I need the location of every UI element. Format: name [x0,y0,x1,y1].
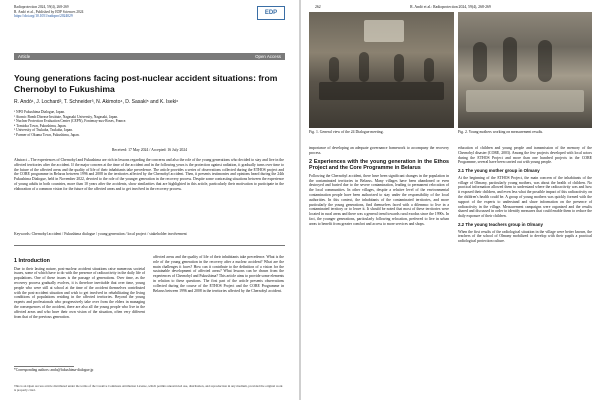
body-text: Due to their lasting nature, post-nuclear accident situations raise numerous societal issues, some of which have to do with the presence of radioactivity in the daily life of populations. One of these issues is the passage of generations. Over time, as the recovery process gradually evolves, it is therefore inevitable that over time, young people who were still at school at the time of the accident themselves contributed with the post-accident situation and wish to get involved in rehabilitating the living conditions of populations residing in the affected territories. Beyond the young experts and professionals who progressively take over from the elders in managing the consequences of the accident, there are also all the young people who live in the affected areas and who have their own vision of the situation, often very different from that of the previous generation. [14,266,145,319]
table-shape [466,90,584,112]
running-header: R. Andó et al.: Radioprotection 2024, 59(4), 268-269 [410,5,491,9]
person-shape [473,42,487,82]
body-text: Following the Chernobyl accident, there have been significant changes in the population in the contaminated territories in Belarus. Many villages have been abandoned or even destroyed and buried due to the severe contamination, leading to permanent relocation of the local communities. In other villages, despite a relative level of the environmental contamination people have been authorized to stay under the responsibility of the local authorities. In this context, the inhabitants of the contaminated territories, and more particularly the young generations, find themselves faced with a dilemma: to live in a contaminated territory or to leave it. It should be noted that most of these territories were located in rural areas and there was a general trend towards rural exodus since the 1990s. In fact, the younger generations, particularly following relocation, preferred to live in urban areas to benefit from greater comfort and access to more services and shops. [309,173,449,226]
affiliation-item: ³ Nuclear Protection Evaluation Center (CEPN), Fontenay-aux-Roses, France. [14,119,127,124]
affiliation-list [14,110,284,138]
affiliation-item: ⁴ Tomioka Town, Fukushima, Japan. [14,123,67,128]
affiliation-item: ⁶ Farmer of Okuma Town, Fukushima, Japan. [14,132,80,137]
right-column-1 [309,146,449,227]
license-note: This is an Open Access article distributed under the terms of the Creative Commons Attribution License, which permits unrestricted use, distribution, and reproduction in any medium, provided the original work is properly cited. [14,384,283,392]
corresponding-author-footnote: *Corresponding authors: ando@fukushima-dialogue.jp [14,368,94,372]
right-column-2 [458,146,592,244]
person-shape [329,57,339,82]
keywords: Keywords: Chernobyl accident / Fukushima dialogue / young generation / local project / stakeholder involvement [14,232,187,236]
table-shape [319,82,444,100]
publisher-logo: EDP [257,6,285,20]
footnote-divider [14,366,74,367]
open-access-label: Open Access [255,54,281,59]
left-column-2 [153,255,284,293]
band-label: Article [18,54,31,59]
person-shape [503,37,517,82]
subsection-heading-2-1: 2.1 The young mother group in Olmany [458,168,540,174]
person-shape [359,52,369,82]
section-heading-introduction: 1 Introduction [14,258,50,264]
person-shape [394,54,404,82]
authors-line: R. Andó et al., Published by EDP Sciences 2024 [14,9,84,14]
figure-2-caption: Fig. 2. Young mothers working on measurement results. [458,130,544,134]
article-title: Young generations facing post-nuclear accident situations: from Chernobyl to Fukushima [14,73,278,94]
body-text: affected areas and the quality of life of their inhabitants take precedence. What is the role of the young generation in the recovery after a nuclear accident? What are the main challenges it faces? How can it contribute to the definition of a vision for the sustainable development of affected areas? What lessons can be drawn from the experiences of Chernobyl and Fukushima? This article aims to provide some elements in relation to these questions. The first part of the article presents observations collected during the course of the ETHOS Project and the CORE Programme in Belarus between 1996 and 2008 in the territories affected by the Chernobyl accident. [153,255,284,293]
person-shape [424,58,434,82]
person-shape [538,40,552,82]
page-number: 262 [315,5,321,9]
body-text: When the first results of the radiological situation in the village were better known, the teachers of the school of Olmany mobilized to develop with their pupils a practical radiological protection culture. [458,229,592,244]
author-list: R. Andó¹, J. Lochard², T. Schneider³, N. Akimoto⁴, D. Sasaki⁵ and K. Iseki⁶ [14,99,179,105]
body-text: At the beginning of the ETHOS Project, the main concern of the inhabitants of the village of Olmany, particularly young mothers, was about the health of children. No practical information allowed them to understand where the radioactivity was and how it exposed their children, and even less what the possible impact of this radioactivity on the children's health could be. A group of young mothers was quickly formed with the support of the experts to understand and share information on the presence of radioactivity in the village. Measurement campaigns were organized and the results shared and discussed in order to identify measures that could enable them to reduce the daily exposure of their children. [458,175,592,219]
affiliation-item: ² Atomic Bomb Disease Institute, Nagasaki University, Nagasaki, Japan. [14,114,119,119]
journal-line: Radioprotection 2024, 59(4), 268-269 [14,5,69,9]
abstract: Abstract – The experiences of Chernobyl and Fukushima are rich in lessons regarding the concerns and also the role of the young generations who decided to stay and live in the affected territories after the accident. If the major concern at the time of the accident and in the following years is the protection against radiation, it gradually turns over time to the future of the affected areas and the quality of life of their inhabitants take precedence. The article provides a series of observations collected during the ETHOS project and the CORE programme in Belarus between 1996 and 2008 in the territories affected by the Chernobyl accident. Then, it presents testimonies and opinions heard during the 24th Fukushima Dialogue, held in November 2022, devoted to the role of the younger generation in the recovery process. Despite some contrasting situations between the experience of young adults in both countries, more than 10 years after the accidents, show similarities that are highlighted in this article, particularly their motivation to participate in the elaboration of a common vision for the future of the affected areas and to get involved in the recovery process. [14,158,284,191]
body-text: importance of developing an adequate governance framework to accompany the recovery process. [309,146,449,155]
left-column-1 [14,255,145,319]
body-text: education of children and young people and transmission of the memory of the Chernobyl disaster (CORE, 2003). Among the few projects developed with local actors during the ETHOS Project and more than one hundred projects in the CORE Programme, several have been carried out with young people. [458,146,592,165]
affiliation-item: ¹ NPO Fukushima Dialogue, Japan. [14,110,65,114]
screen-shape [364,20,404,42]
affiliation-item: ⁵ University of Tsukuba, Tsukuba, Japan. [14,128,73,133]
young-mothers-photo [458,12,592,128]
article-band [14,53,285,60]
section-heading-2: 2 Experiences with the young generation in the Ethos Project and the Core Programme in Belarus [309,158,449,172]
dialogue-meeting-photo [309,12,454,128]
subsection-heading-2-2: 2.2 The young teachers group in Olmany [458,221,543,227]
divider [14,245,285,246]
left-page [0,0,299,400]
received-accepted-dates: Received: 17 May 2024 / Accepted: 16 July 2024 [111,148,188,152]
figure-1-caption: Fig. 1. General view of the 24 Dialogue meeting. [309,130,384,134]
doi-link[interactable]: https://doi.org/10.1051/radopro/2024029 [14,14,73,19]
right-page [301,0,600,400]
journal-header [14,5,184,19]
